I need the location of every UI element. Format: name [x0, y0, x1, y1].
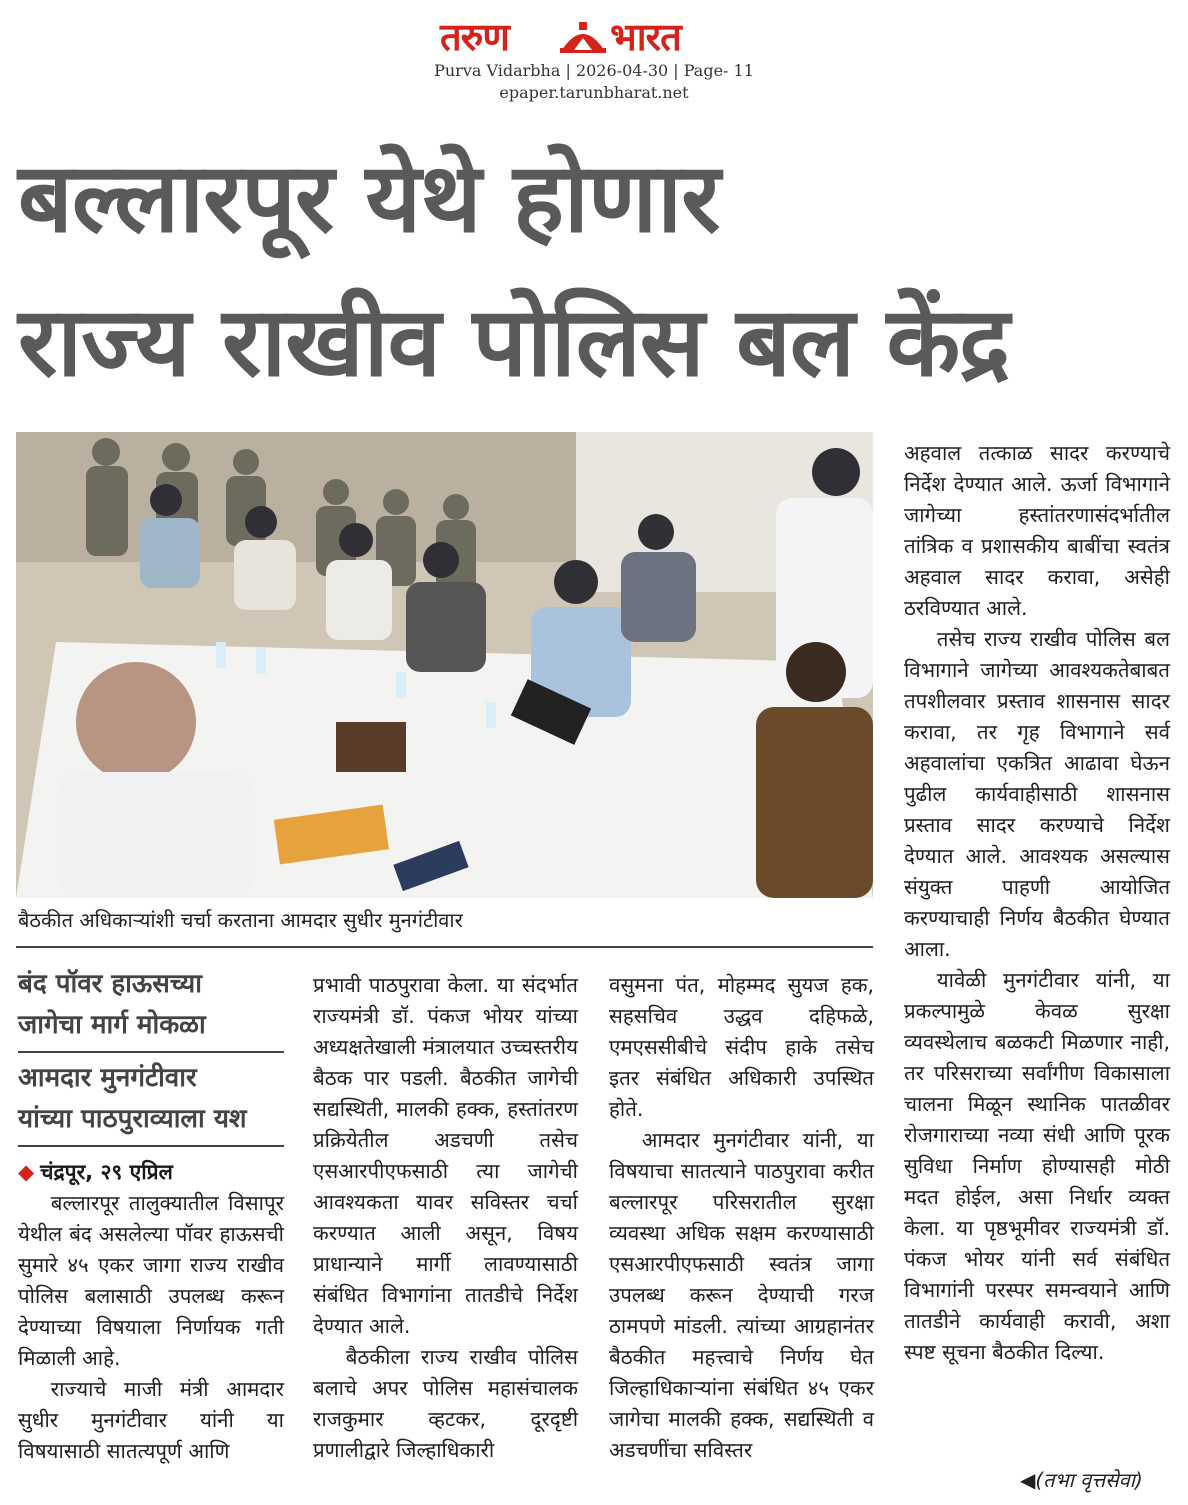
subhead-divider — [18, 1051, 284, 1053]
news-service-credit: ◀(तभा वृत्तसेवा) — [1020, 1468, 1143, 1492]
dateline-text: चंद्रपूर, २९ एप्रिल — [40, 1160, 173, 1184]
edition-meta — [0, 60, 1188, 104]
temple-emblem-icon — [558, 20, 608, 54]
paragraph: प्रभावी पाठपुरावा केला. या संदर्भात राज्यमंत्री डॉ. पंकज भोयर यांच्या अध्यक्षतेखाली मंत्रालयात उच्चस्तरीय बैठक पार पडली. बैठकीत जागेची सद्यस्थिती, मालकी हक्क, हस्तांतरण प्रक्रियेतील अडचणी तसेच एसआरपीएफसाठी त्या जागेची आवश्यकता यावर सविस्तर चर्चा करण्यात आली असून, विषय प्राधान्याने मार्गी लावण्यासाठी संबंधित विभागांना तातडीचे निर्देश देण्यात आले. — [313, 973, 578, 1338]
headline-line-1: बल्लारपूर येथे होणार — [18, 142, 720, 254]
article-column-4 — [904, 438, 1170, 1368]
paragraph: राज्याचे माजी मंत्री आमदार सुधीर मुनगंटीवार यांनी या विषयासाठी सातत्यपूर्ण आणि — [18, 1377, 284, 1463]
article-column-3 — [609, 970, 874, 1466]
subhead-divider — [18, 1145, 284, 1147]
headline-line-2: राज्य राखीव पोलिस बल केंद्र — [18, 286, 1010, 398]
subhead-1-line-2: जागेचा मार्ग मोकळा — [18, 1010, 206, 1040]
subhead-2-line-1: आमदार मुनगंटीवार — [18, 1063, 197, 1093]
article-column-1 — [18, 1188, 284, 1467]
epaper-url[interactable]: epaper.tarunbharat.net — [499, 83, 689, 102]
newspaper-logo[interactable] — [440, 14, 760, 60]
divider — [16, 946, 873, 948]
paragraph: आमदार मुनगंटीवार यांनी, या विषयाचा सातत्याने पाठपुरावा करीत बल्लारपूर परिसरातील सुरक्षा व्यवस्था अधिक सक्षम करण्यासाठी एसआरपीएफसाठी स्वतंत्र जागा उपलब्ध करून देण्याची गरज ठामपणे मांडली. त्यांच्या आग्रहानंतर बैठकीत महत्त्वाचे निर्णय घेत जिल्हाधिकाऱ्यांना संबंधित ४५ एकर जागेचा मालकी हक्क, सद्यस्थिती व अडचणींचा सविस्तर — [609, 1128, 874, 1462]
article-column-2 — [313, 970, 578, 1466]
masthead — [0, 0, 1188, 110]
edition-line: Purva Vidarbha | 2026-04-30 | Page- 11 — [434, 61, 754, 80]
meeting-photo — [16, 432, 873, 898]
photo-caption: बैठकीत अधिकाऱ्यांशी चर्चा करताना आमदार सुधीर मुनगंटीवार — [18, 908, 463, 932]
paragraph: बल्लारपूर तालुक्यातील विसापूर येथील बंद असलेल्या पॉवर हाऊसची सुमारे ४५ एकर जागा राज्य राखीव पोलिस बलासाठी उपलब्ध करून देण्याच्या विषयाला निर्णायक गती मिळाली आहे. — [18, 1191, 284, 1370]
paragraph: बैठकीला राज्य राखीव पोलिस बलाचे अपर पोलिस महासंचालक राजकुमार व्हटकर, दूरदृष्टी प्रणालीद्वारे जिल्हाधिकारी — [313, 1345, 578, 1462]
diamond-icon: ◆ — [18, 1160, 35, 1184]
subhead-2-line-2: यांच्या पाठपुराव्याला यश — [18, 1104, 247, 1134]
subhead-1-line-1: बंद पॉवर हाऊसच्या — [18, 969, 202, 999]
paragraph: यावेळी मुनगंटीवार यांनी, या प्रकल्पामुळे केवळ सुरक्षा व्यवस्थेलाच बळकटी मिळणार नाही, तर परिसराच्या सर्वांगीण विकासाला चालना मिळून स्थानिक पातळीवर रोजगाराच्या नव्या संधी आणि पूरक सुविधा निर्माण होण्यासही मोठी मदत होईल, असा निर्धार व्यक्त केला. या पृष्ठभूमीवर राज्यमंत्री डॉ. पंकज भोयर यांनी सर्व संबंधित विभागांनी परस्पर समन्वयाने आणि तातडीने कार्यवाही करावी, अशा स्पष्ट सूचना बैठकीत दिल्या. — [904, 968, 1170, 1364]
dateline — [18, 1158, 173, 1186]
logo-right-text: भारत — [610, 15, 681, 59]
paragraph: तसेच राज्य राखीव पोलिस बल विभागाने जागेच्या आवश्यकतेबाबत तपशीलवार प्रस्ताव शासनास सादर करावा, तर गृह विभागाने सर्व अहवालांचा एकत्रित आढावा घेऊन पुढील कार्यवाहीसाठी शासनास प्रस्ताव सादर करण्याचे निर्देश देण्यात आले. आवश्यक असल्यास संयुक्त पाहणी आयोजित करण्याचाही निर्णय बैठकीत घेण्यात आला. — [904, 627, 1170, 961]
paragraph: अहवाल तत्काळ सादर करण्याचे निर्देश देण्यात आले. ऊर्जा विभागाने जागेच्या हस्तांतरणासंदर्भातील तांत्रिक व प्रशासकीय बाबींचा स्वतंत्र अहवाल सादर करावा, असेही ठरविण्यात आले. — [904, 441, 1170, 620]
logo-left-text: तरुण — [440, 15, 509, 59]
paragraph: वसुमना पंत, मोहम्मद सुयज हक, सहसचिव उद्धव दहिफळे, एमएससीबीचे संदीप हाके तसेच इतर संबंधित अधिकारी उपस्थित होते. — [609, 973, 874, 1121]
